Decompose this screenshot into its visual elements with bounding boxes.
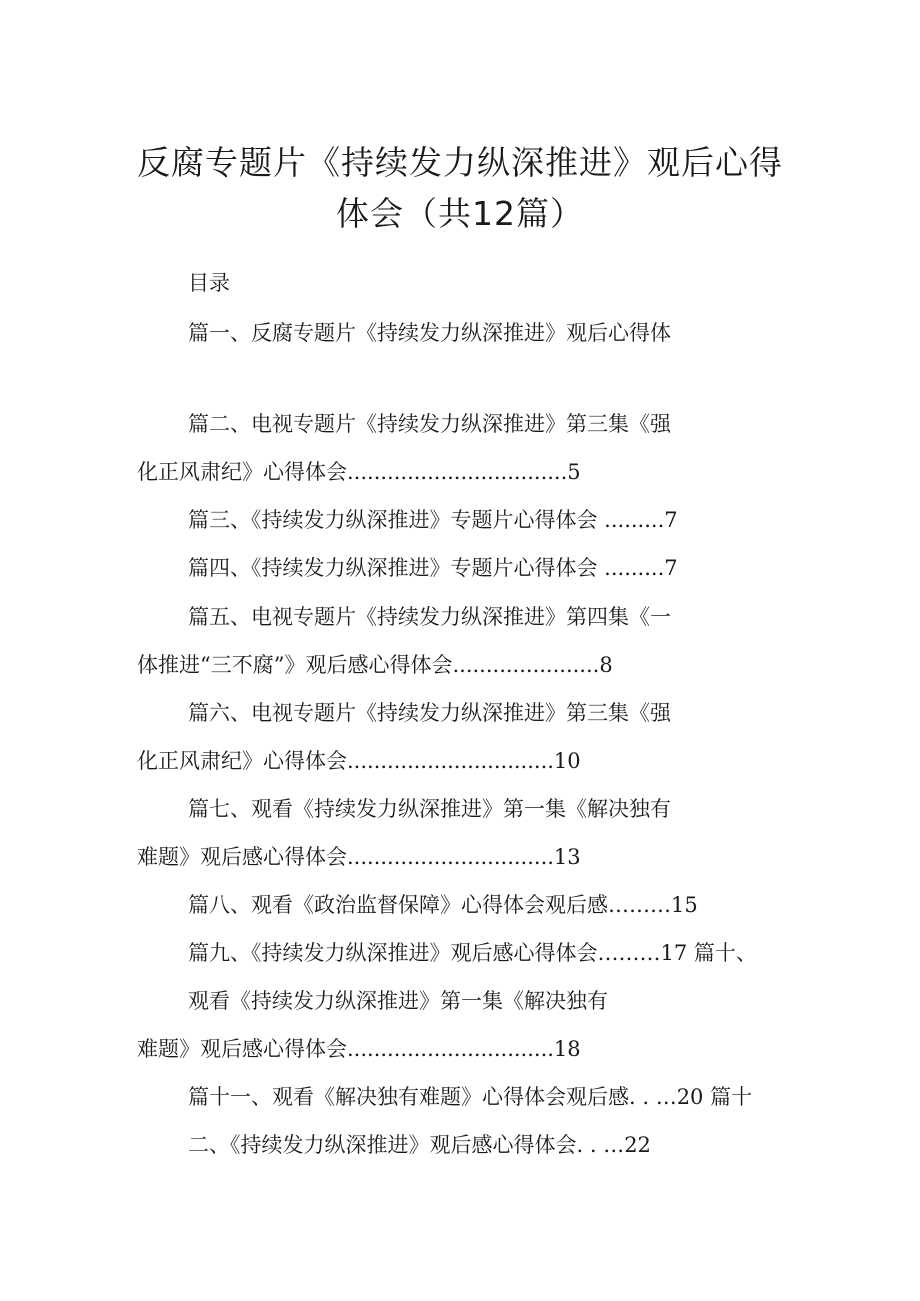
document-title-line-2: 体会（共12篇） [336, 194, 584, 233]
document-title-line-1: 反腐专题片《持续发力纵深推进》观后心得 [137, 143, 783, 182]
toc-line: 篇四、《持续发力纵深推进》专题片心得体会 .........7 [188, 556, 678, 580]
toc-line: 篇二、电视专题片《持续发力纵深推进》第三集《强 [188, 412, 671, 436]
toc-line: 篇七、观看《持续发力纵深推进》第一集《解决独有 [188, 797, 671, 821]
toc-line: 观看《持续发力纵深推进》第一集《解决独有 [188, 989, 608, 1013]
toc-line: 篇十一、观看《解决独有难题》心得体会观后感. . …20 篇十 [188, 1085, 753, 1109]
toc-line: 体推进“三不腐”》观后感心得体会......................8 [137, 653, 613, 677]
toc-line: 篇八、观看《政治监督保障》心得体会观后感………15 [188, 893, 698, 917]
toc-line: 篇五、电视专题片《持续发力纵深推进》第四集《一 [188, 605, 671, 629]
toc-line: 篇九、《持续发力纵深推进》观后感心得体会………17 篇十、 [188, 941, 757, 965]
toc-line: 篇一、反腐专题片《持续发力纵深推进》观后心得体 [188, 321, 671, 345]
toc-line: 难题》观后感心得体会...............................18 [137, 1037, 581, 1061]
toc-line: 化正风肃纪》心得体会...............................10 [137, 749, 581, 773]
toc-line: 二、《持续发力纵深推进》观后感心得体会. . …22 [188, 1133, 651, 1157]
toc-line: 难题》观后感心得体会...............................13 [137, 845, 581, 869]
toc-line: 篇三、《持续发力纵深推进》专题片心得体会 .........7 [188, 508, 678, 532]
toc-line: 化正风肃纪》心得体会.................................5 [137, 460, 581, 484]
toc-line: 篇六、电视专题片《持续发力纵深推进》第三集《强 [188, 701, 671, 725]
toc-heading: 目录 [188, 271, 230, 295]
